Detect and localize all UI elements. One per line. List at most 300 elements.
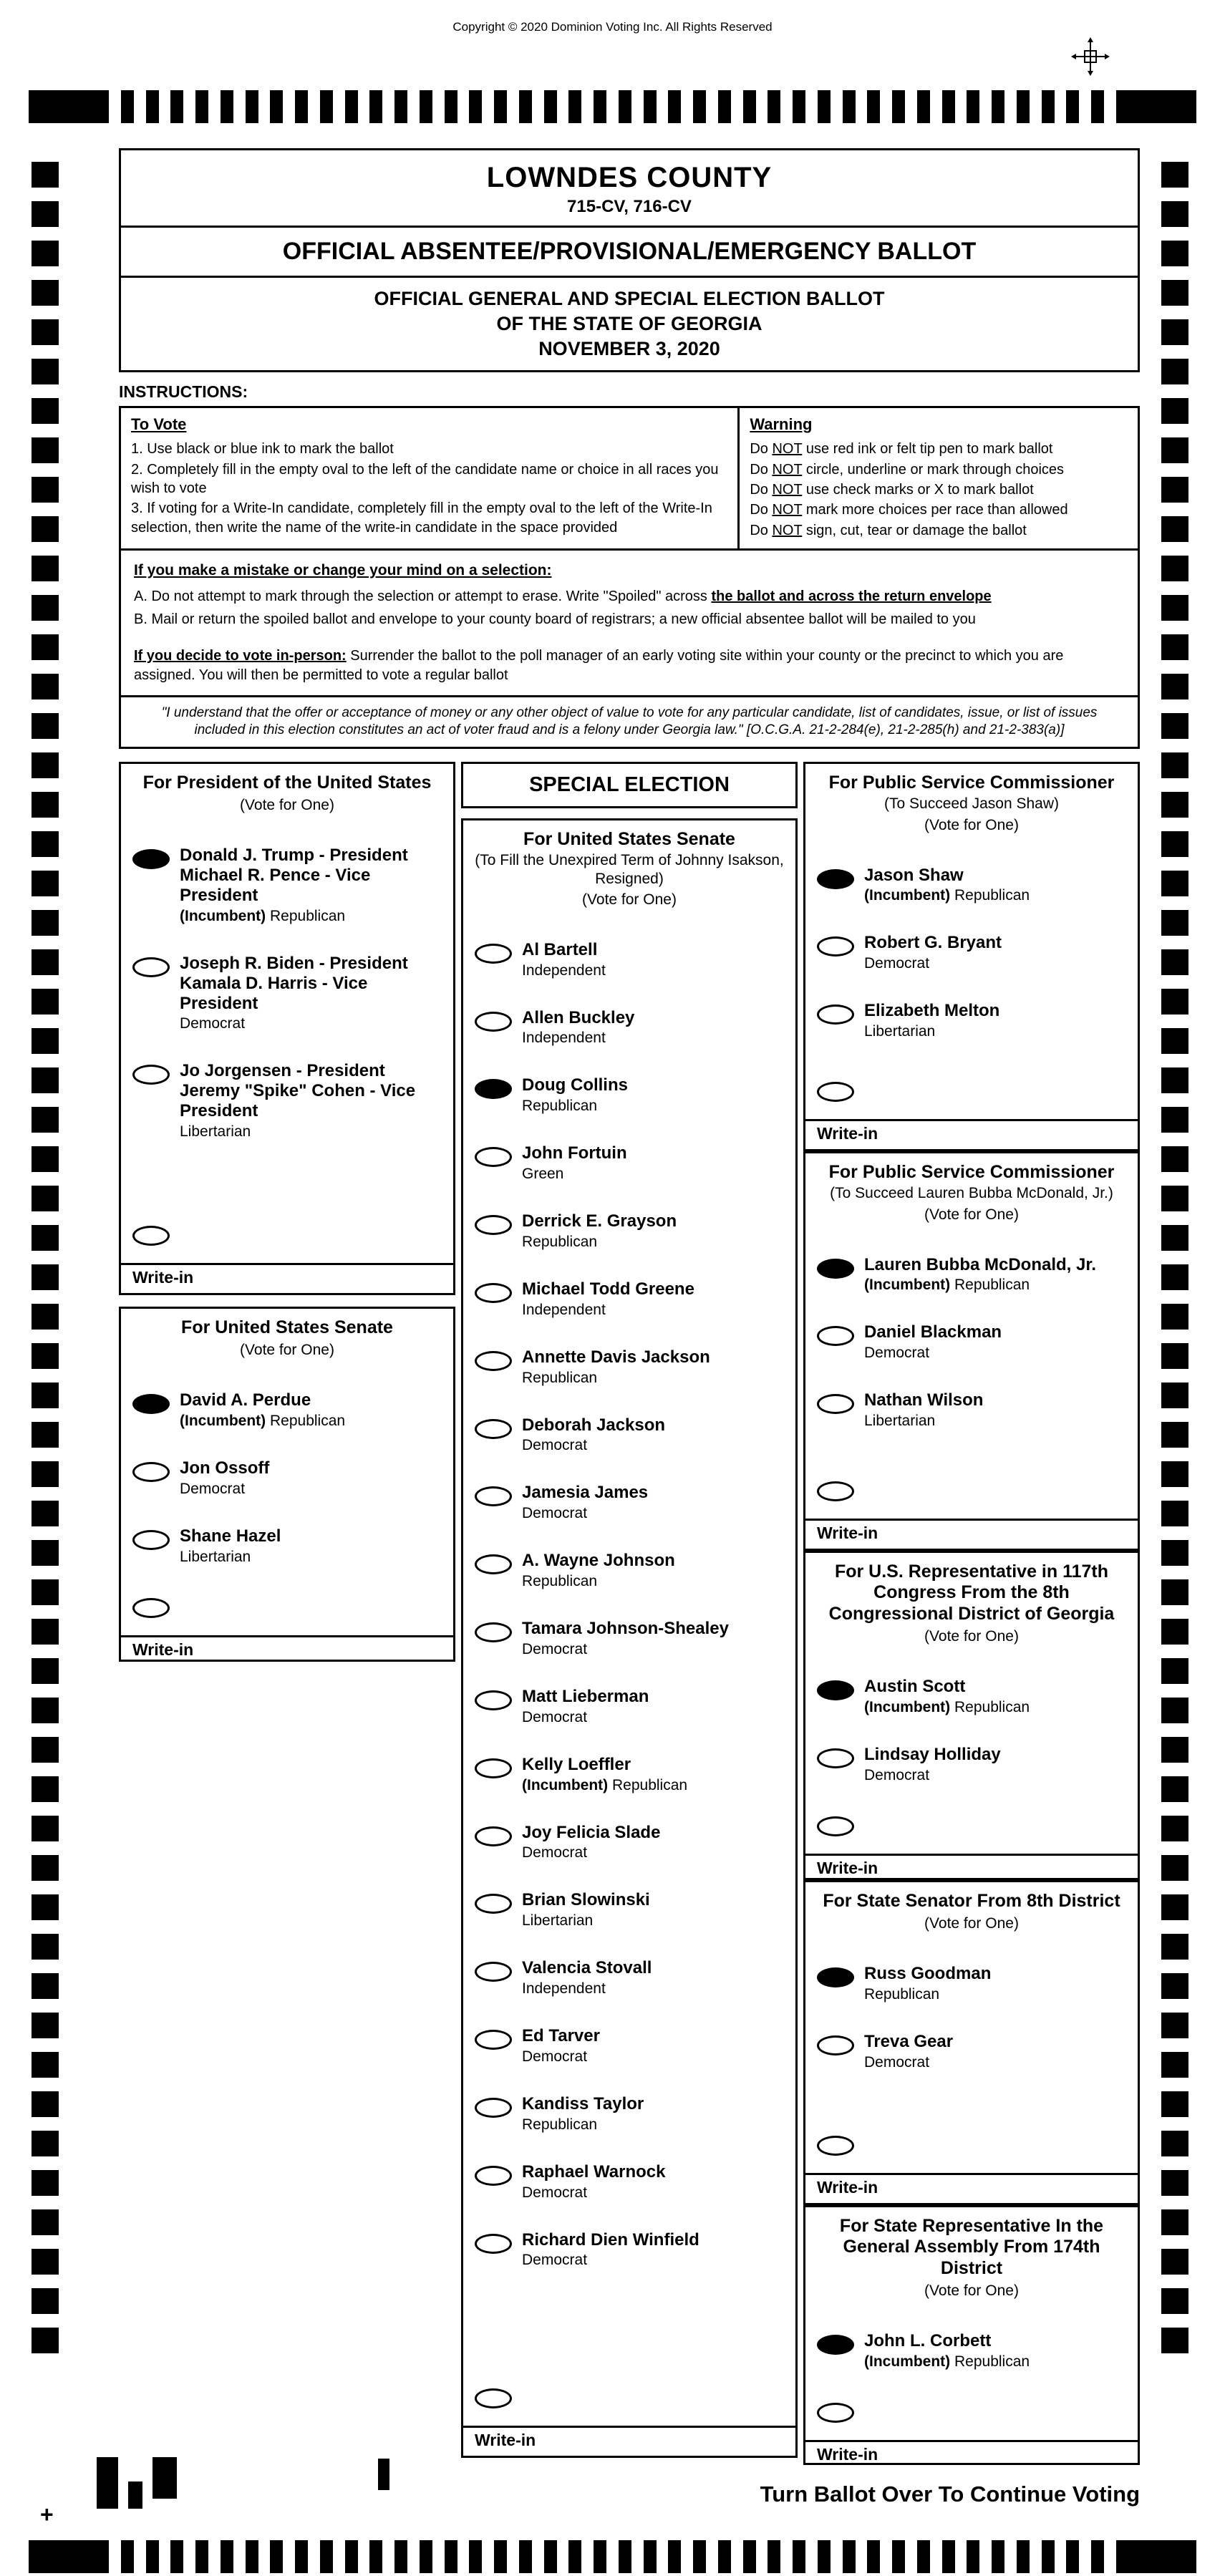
- ballot-column: [119, 762, 455, 1662]
- oval-empty[interactable]: [132, 957, 170, 977]
- write-in-label: Write-in: [805, 2440, 1138, 2465]
- oval-empty[interactable]: [475, 2098, 512, 2118]
- timing-bar: [246, 90, 258, 123]
- candidate-party: Libertarian: [864, 1413, 936, 1430]
- candidate-row: [463, 1823, 795, 1862]
- ballot-header: [119, 148, 1140, 372]
- vote-for-instruction: (Vote for One): [924, 1628, 1019, 1645]
- candidate-info: [522, 1958, 652, 1998]
- timing-bar: [369, 90, 382, 123]
- timing-square: [32, 1304, 59, 1330]
- warning-instruction: Do NOT sign, cut, tear or damage the ballot: [750, 522, 1027, 538]
- to-vote-title: To Vote: [131, 415, 187, 434]
- race-title: For State Representative In the General Assembly From 174th District: [839, 2215, 1104, 2278]
- oval-empty[interactable]: [475, 1283, 512, 1303]
- candidate-row: [805, 1322, 1138, 1362]
- ballot-content: [119, 148, 1140, 2465]
- write-in-oval[interactable]: [475, 2388, 512, 2408]
- timing-square: [1161, 871, 1188, 896]
- copyright-notice: Copyright © 2020 Dominion Voting Inc. All Rights Reserved: [452, 20, 773, 34]
- timing-square: [1161, 1343, 1188, 1369]
- candidate-party: [864, 887, 1030, 904]
- candidate-info: [864, 1001, 999, 1040]
- timing-square: [32, 1383, 59, 1408]
- candidate-name: Tamara Johnson-Shealey: [522, 1619, 729, 1639]
- ballot-code: 715-CV, 716-CV: [567, 197, 692, 216]
- candidate-name: Russ Goodman: [864, 1964, 992, 1984]
- candidate-info: [864, 2331, 1030, 2371]
- candidate-row: [463, 1958, 795, 1998]
- timing-bar: [420, 90, 432, 123]
- candidate-name: Shane Hazel: [180, 1526, 281, 1546]
- barcode-mark: [152, 2457, 177, 2499]
- race-box: [803, 1551, 1140, 1880]
- write-in-oval[interactable]: [132, 1598, 170, 1618]
- timing-square: [32, 595, 59, 621]
- timing-bar: [917, 2540, 930, 2573]
- timing-square: [32, 752, 59, 778]
- timing-square: [1161, 398, 1188, 424]
- timing-square: [32, 989, 59, 1015]
- registration-crosshair-icon: [1071, 37, 1110, 76]
- candidate-info: [864, 1390, 983, 1430]
- timing-bar: [793, 90, 805, 123]
- candidate-info: [180, 1390, 345, 1430]
- candidate-party: [864, 1277, 1096, 1294]
- candidate-party: Democrat: [522, 2048, 588, 2065]
- race-title: For State Senator From 8th District: [823, 1890, 1120, 1911]
- timing-square: [32, 1934, 59, 1960]
- oval-empty[interactable]: [475, 1486, 512, 1506]
- oval-empty[interactable]: [132, 1462, 170, 1482]
- write-in-oval[interactable]: [817, 2136, 854, 2156]
- oval-empty[interactable]: [817, 1748, 854, 1768]
- timing-bar: [1091, 2540, 1104, 2573]
- timing-bar: [743, 90, 756, 123]
- write-in-oval[interactable]: [817, 1816, 854, 1836]
- vote-for-instruction: (Vote for One): [240, 797, 334, 814]
- timing-square: [1161, 1264, 1188, 1290]
- plus-registration-mark: +: [40, 2502, 54, 2527]
- timing-square: [32, 1658, 59, 1684]
- oval-empty[interactable]: [475, 1147, 512, 1167]
- timing-block: [1116, 90, 1196, 123]
- timing-square: [32, 2013, 59, 2038]
- emphasized-text: the ballot and across the return envelope: [711, 588, 992, 604]
- vote-for-instruction: (Vote for One): [582, 891, 677, 908]
- oval-empty[interactable]: [475, 1419, 512, 1439]
- candidate-info: [864, 866, 1030, 905]
- timing-square: [32, 1501, 59, 1526]
- candidate-info: [522, 1619, 729, 1658]
- party-label: Republican: [612, 1776, 688, 1793]
- candidate-party: Republican: [522, 2116, 598, 2133]
- candidate-name: Allen Buckley: [522, 1007, 635, 1027]
- candidate-row: [121, 846, 453, 924]
- warning-instruction: Do NOT mark more choices per race than allowed: [750, 502, 1068, 518]
- race-box: [119, 762, 455, 1295]
- timing-bar: [668, 2540, 681, 2573]
- write-in-block: [805, 2103, 1138, 2203]
- write-in-label: Write-in: [121, 1263, 453, 1293]
- candidate-party: Republican: [522, 1369, 598, 1386]
- oval-empty[interactable]: [817, 936, 854, 957]
- timing-square: [1161, 1225, 1188, 1251]
- oval-empty[interactable]: [475, 1894, 512, 1914]
- timing-square: [32, 1186, 59, 1211]
- barcode-mark: [128, 2481, 142, 2509]
- write-in-oval-row: [805, 1813, 1138, 1836]
- mistake-instruction: A. Do not attempt to mark through the selection or attempt to erase. Write "Spoiled" across the ballot and across the return envelope: [134, 588, 992, 604]
- write-in-oval-row: [805, 2132, 1138, 2156]
- candidate-row: [463, 1143, 795, 1183]
- candidate-row: [121, 1061, 453, 1140]
- vote-for-instruction: (Vote for One): [924, 1206, 1019, 1223]
- timing-square: [32, 1107, 59, 1133]
- write-in-oval-row: [805, 2399, 1138, 2423]
- timing-square: [32, 1816, 59, 1841]
- candidate-party: Democrat: [522, 1640, 588, 1657]
- candidate-info: [180, 1458, 269, 1498]
- timing-square: [1161, 2091, 1188, 2117]
- candidate-name: Annette Davis Jackson: [522, 1347, 710, 1367]
- timing-bar: [544, 90, 557, 123]
- race-subtitle: (To Fill the Unexpired Term of Johnny Isakson, Resigned): [475, 852, 784, 887]
- candidate-info: [864, 1322, 1002, 1362]
- candidate-name: David A. Perdue: [180, 1390, 311, 1410]
- write-in-oval[interactable]: [817, 1082, 854, 1102]
- race-header: [805, 764, 1138, 837]
- candidate-name: Robert G. Bryant: [864, 933, 1002, 953]
- oval-empty[interactable]: [475, 2166, 512, 2186]
- timing-bar: [270, 2540, 283, 2573]
- oval-empty[interactable]: [475, 2030, 512, 2050]
- timing-square: [32, 792, 59, 818]
- timing-bar: [544, 2540, 557, 2573]
- candidate-info: [522, 1687, 649, 1726]
- candidate-party: [522, 1777, 687, 1794]
- timing-square: [1161, 792, 1188, 818]
- candidate-name: Treva Gear: [864, 2032, 954, 2052]
- candidate-row: [463, 1347, 795, 1387]
- candidate-party: Republican: [522, 1233, 598, 1250]
- timing-square: [1161, 2052, 1188, 2078]
- incumbent-label: (Incumbent): [180, 907, 266, 924]
- candidate-info: [180, 1061, 442, 1140]
- timing-square: [32, 359, 59, 384]
- timing-bar: [246, 2540, 258, 2573]
- oval-filled[interactable]: [817, 1680, 854, 1700]
- candidate-party: [864, 2353, 1030, 2371]
- oval-empty[interactable]: [475, 2234, 512, 2254]
- timing-square: [32, 674, 59, 699]
- warning-instruction: Do NOT use red ink or felt tip pen to mark ballot: [750, 441, 1053, 457]
- timing-square: [32, 1146, 59, 1172]
- candidate-info: [864, 1964, 991, 2003]
- race-title: For Public Service Commissioner: [828, 1161, 1115, 1182]
- timing-bar: [320, 2540, 333, 2573]
- candidate-info: [180, 846, 442, 924]
- write-in-block: [805, 1050, 1138, 1149]
- timing-bar: [445, 90, 457, 123]
- timing-bar: [768, 90, 780, 123]
- oval-empty[interactable]: [817, 1394, 854, 1414]
- instructions-top-row: [121, 408, 1138, 551]
- timing-square: [1161, 1422, 1188, 1448]
- oval-filled[interactable]: [817, 2335, 854, 2355]
- timing-square: [1161, 1579, 1188, 1605]
- timing-square: [1161, 2131, 1188, 2156]
- timing-marks-left: [32, 162, 59, 2353]
- candidate-name: Deborah Jackson: [522, 1415, 666, 1435]
- candidate-row: [805, 1390, 1138, 1430]
- special-election-banner: SPECIAL ELECTION: [461, 762, 798, 808]
- timing-bar: [519, 2540, 532, 2573]
- candidate-party: Democrat: [522, 1844, 588, 1861]
- write-in-oval-row: [121, 1594, 453, 1618]
- write-in-label: Write-in: [805, 2173, 1138, 2203]
- timing-bar: [270, 90, 283, 123]
- write-in-block: [805, 1449, 1138, 1549]
- race-subtitle: (To Succeed Jason Shaw): [884, 795, 1059, 813]
- timing-square: [32, 1422, 59, 1448]
- race-header: [805, 1882, 1138, 1936]
- oval-empty[interactable]: [475, 1622, 512, 1642]
- oval-empty[interactable]: [475, 1962, 512, 1982]
- oval-empty[interactable]: [817, 2035, 854, 2056]
- timing-bar: [1017, 90, 1030, 123]
- candidate-name: Raphael Warnock: [522, 2161, 666, 2182]
- candidate-row: [805, 1745, 1138, 1784]
- race-title: For United States Senate: [523, 828, 735, 849]
- race-title: For U.S. Representative in 117th Congress From the 8th Congressional District of Georgia: [828, 1561, 1115, 1624]
- timing-square: [1161, 2170, 1188, 2196]
- timing-square: [1161, 674, 1188, 699]
- candidate-name: Kandiss Taylor: [522, 2093, 644, 2113]
- timing-bar: [1066, 2540, 1079, 2573]
- timing-bar: [992, 2540, 1004, 2573]
- candidate-info: [522, 1211, 677, 1251]
- oval-empty[interactable]: [475, 1215, 512, 1235]
- party-label: Republican: [954, 2353, 1030, 2371]
- instructions-label: INSTRUCTIONS:: [119, 382, 248, 402]
- to-vote-box: [121, 408, 740, 551]
- candidate-name: John Fortuin: [522, 1143, 627, 1163]
- candidate-row: [463, 2094, 795, 2134]
- candidate-row: [463, 2026, 795, 2066]
- timing-square: [1161, 1540, 1188, 1566]
- race-title: For President of the United States: [142, 772, 432, 793]
- candidate-party: Democrat: [864, 955, 930, 972]
- timing-square: [32, 319, 59, 345]
- timing-bar: [1091, 90, 1104, 123]
- candidate-row: [463, 1551, 795, 1590]
- timing-square: [1161, 1619, 1188, 1645]
- candidate-info: [864, 1255, 1096, 1294]
- timing-square: [32, 2131, 59, 2156]
- timing-square: [1161, 713, 1188, 739]
- timing-bar: [494, 2540, 507, 2573]
- candidate-row: [463, 1279, 795, 1319]
- timing-square: [1161, 752, 1188, 778]
- oval-filled[interactable]: [475, 1079, 512, 1099]
- timing-bar: [1042, 2540, 1055, 2573]
- timing-bar: [718, 90, 731, 123]
- candidate-row: [463, 2230, 795, 2270]
- race-title: For United States Senate: [181, 1317, 393, 1337]
- timing-square: [1161, 2288, 1188, 2314]
- candidate-name: Derrick E. Grayson: [522, 1211, 677, 1231]
- timing-bar: [345, 90, 358, 123]
- oval-filled[interactable]: [817, 869, 854, 889]
- candidate-info: [522, 1415, 665, 1455]
- write-in-oval[interactable]: [817, 2403, 854, 2423]
- oval-empty[interactable]: [475, 1554, 512, 1574]
- timing-square: [32, 1973, 59, 1999]
- warning-items: [740, 435, 1138, 548]
- oval-empty[interactable]: [475, 1758, 512, 1778]
- oval-empty[interactable]: [132, 1065, 170, 1085]
- write-in-oval[interactable]: [817, 1481, 854, 1501]
- timing-square: [32, 1737, 59, 1763]
- write-in-oval-row: [805, 1478, 1138, 1501]
- timing-bar: [867, 90, 880, 123]
- candidate-name: Valencia Stovall: [522, 1958, 652, 1978]
- candidate-info: [522, 2094, 644, 2134]
- timing-bar: [644, 90, 657, 123]
- oval-empty[interactable]: [475, 1351, 512, 1371]
- candidate-party: Democrat: [522, 2252, 588, 2269]
- timing-bar: [619, 90, 631, 123]
- candidate-row: [805, 1677, 1138, 1716]
- timing-square: [32, 201, 59, 227]
- barcode-mark: [97, 2457, 118, 2509]
- candidate-row: [463, 1211, 795, 1251]
- candidate-row: [121, 954, 453, 1032]
- warning-instruction: Do NOT circle, underline or mark through choices: [750, 461, 1065, 478]
- timing-square: [1161, 2328, 1188, 2353]
- candidate-name: Kamala D. Harris - Vice President: [180, 973, 368, 1013]
- oval-empty[interactable]: [475, 1012, 512, 1032]
- timing-bar: [121, 90, 134, 123]
- write-in-label: Write-in: [463, 2426, 795, 2456]
- candidate-info: [522, 1347, 710, 1387]
- timing-square: [32, 713, 59, 739]
- candidate-info: [522, 1755, 687, 1794]
- candidate-party: Independent: [522, 1980, 606, 1998]
- timing-block: [29, 2540, 109, 2573]
- timing-square: [1161, 1894, 1188, 1920]
- candidate-row: [463, 1755, 795, 1794]
- candidate-party: Democrat: [864, 1767, 930, 1784]
- timing-bar: [146, 90, 159, 123]
- candidate-name: John L. Corbett: [864, 2331, 992, 2351]
- timing-bar: [942, 90, 955, 123]
- oval-empty[interactable]: [475, 944, 512, 964]
- timing-square: [32, 910, 59, 936]
- candidate-name: Kelly Loeffler: [522, 1754, 631, 1774]
- timing-square: [32, 949, 59, 975]
- oval-empty[interactable]: [817, 1004, 854, 1025]
- write-in-oval[interactable]: [132, 1226, 170, 1246]
- timing-bar: [843, 2540, 856, 2573]
- timing-bar: [594, 90, 606, 123]
- timing-square: [1161, 2209, 1188, 2235]
- incumbent-label: (Incumbent): [180, 1413, 266, 1430]
- oval-filled[interactable]: [817, 1259, 854, 1279]
- candidate-name: Doug Collins: [522, 1075, 628, 1095]
- timing-square: [1161, 516, 1188, 542]
- candidate-info: [522, 2162, 666, 2202]
- warning-title: Warning: [750, 415, 813, 434]
- to-vote-instruction: 1. Use black or blue ink to mark the ballot: [131, 441, 394, 457]
- oval-empty[interactable]: [817, 1326, 854, 1346]
- timing-square: [32, 2249, 59, 2275]
- election-title-line2: OF THE STATE OF GEORGIA: [496, 313, 762, 335]
- timing-square: [32, 1540, 59, 1566]
- race-header: [121, 1309, 453, 1362]
- race-box: [119, 1307, 455, 1662]
- timing-square: [1161, 1973, 1188, 1999]
- candidate-party: Democrat: [864, 1345, 930, 1362]
- candidate-party: Libertarian: [864, 1023, 936, 1040]
- in-person-instructions: [134, 647, 1125, 685]
- timing-bar: [818, 2540, 831, 2573]
- candidate-row: [805, 1964, 1138, 2003]
- timing-square: [1161, 1698, 1188, 1723]
- timing-bar: [892, 2540, 905, 2573]
- candidate-row: [463, 2162, 795, 2202]
- candidate-party: Democrat: [180, 1015, 246, 1032]
- timing-square: [1161, 162, 1188, 188]
- oval-filled[interactable]: [817, 1967, 854, 1987]
- candidate-info: [522, 1143, 627, 1183]
- candidate-party: [180, 908, 442, 925]
- timing-square: [1161, 595, 1188, 621]
- timing-bar: [594, 2540, 606, 2573]
- candidate-row: [805, 2032, 1138, 2071]
- oval-empty[interactable]: [475, 1826, 512, 1846]
- timing-bar: [221, 90, 233, 123]
- timing-square: [32, 2209, 59, 2235]
- oval-filled[interactable]: [132, 849, 170, 869]
- timing-square: [1161, 319, 1188, 345]
- candidate-party: [864, 1699, 1030, 1716]
- timing-square: [32, 1461, 59, 1487]
- write-in-label: Write-in: [805, 1519, 1138, 1549]
- candidate-info: [522, 2026, 600, 2066]
- timing-bar: [793, 2540, 805, 2573]
- timing-bar: [693, 90, 706, 123]
- barcode-marks: [97, 2457, 177, 2509]
- timing-bar: [843, 90, 856, 123]
- timing-bar: [1017, 2540, 1030, 2573]
- vote-for-instruction: (Vote for One): [240, 1342, 334, 1359]
- candidate-name: Elizabeth Melton: [864, 1001, 1000, 1021]
- write-in-oval-row: [121, 1222, 453, 1246]
- candidate-name: Daniel Blackman: [864, 1322, 1002, 1342]
- oval-filled[interactable]: [132, 1394, 170, 1414]
- timing-square: [1161, 280, 1188, 306]
- candidate-party: Libertarian: [180, 1123, 251, 1140]
- write-in-block: [121, 1566, 453, 1662]
- oval-empty[interactable]: [132, 1530, 170, 1550]
- timing-bar: [867, 2540, 880, 2573]
- timing-square: [32, 2052, 59, 2078]
- candidate-party: Libertarian: [522, 1912, 594, 1929]
- candidate-info: [864, 1677, 1030, 1716]
- oval-empty[interactable]: [475, 1690, 512, 1710]
